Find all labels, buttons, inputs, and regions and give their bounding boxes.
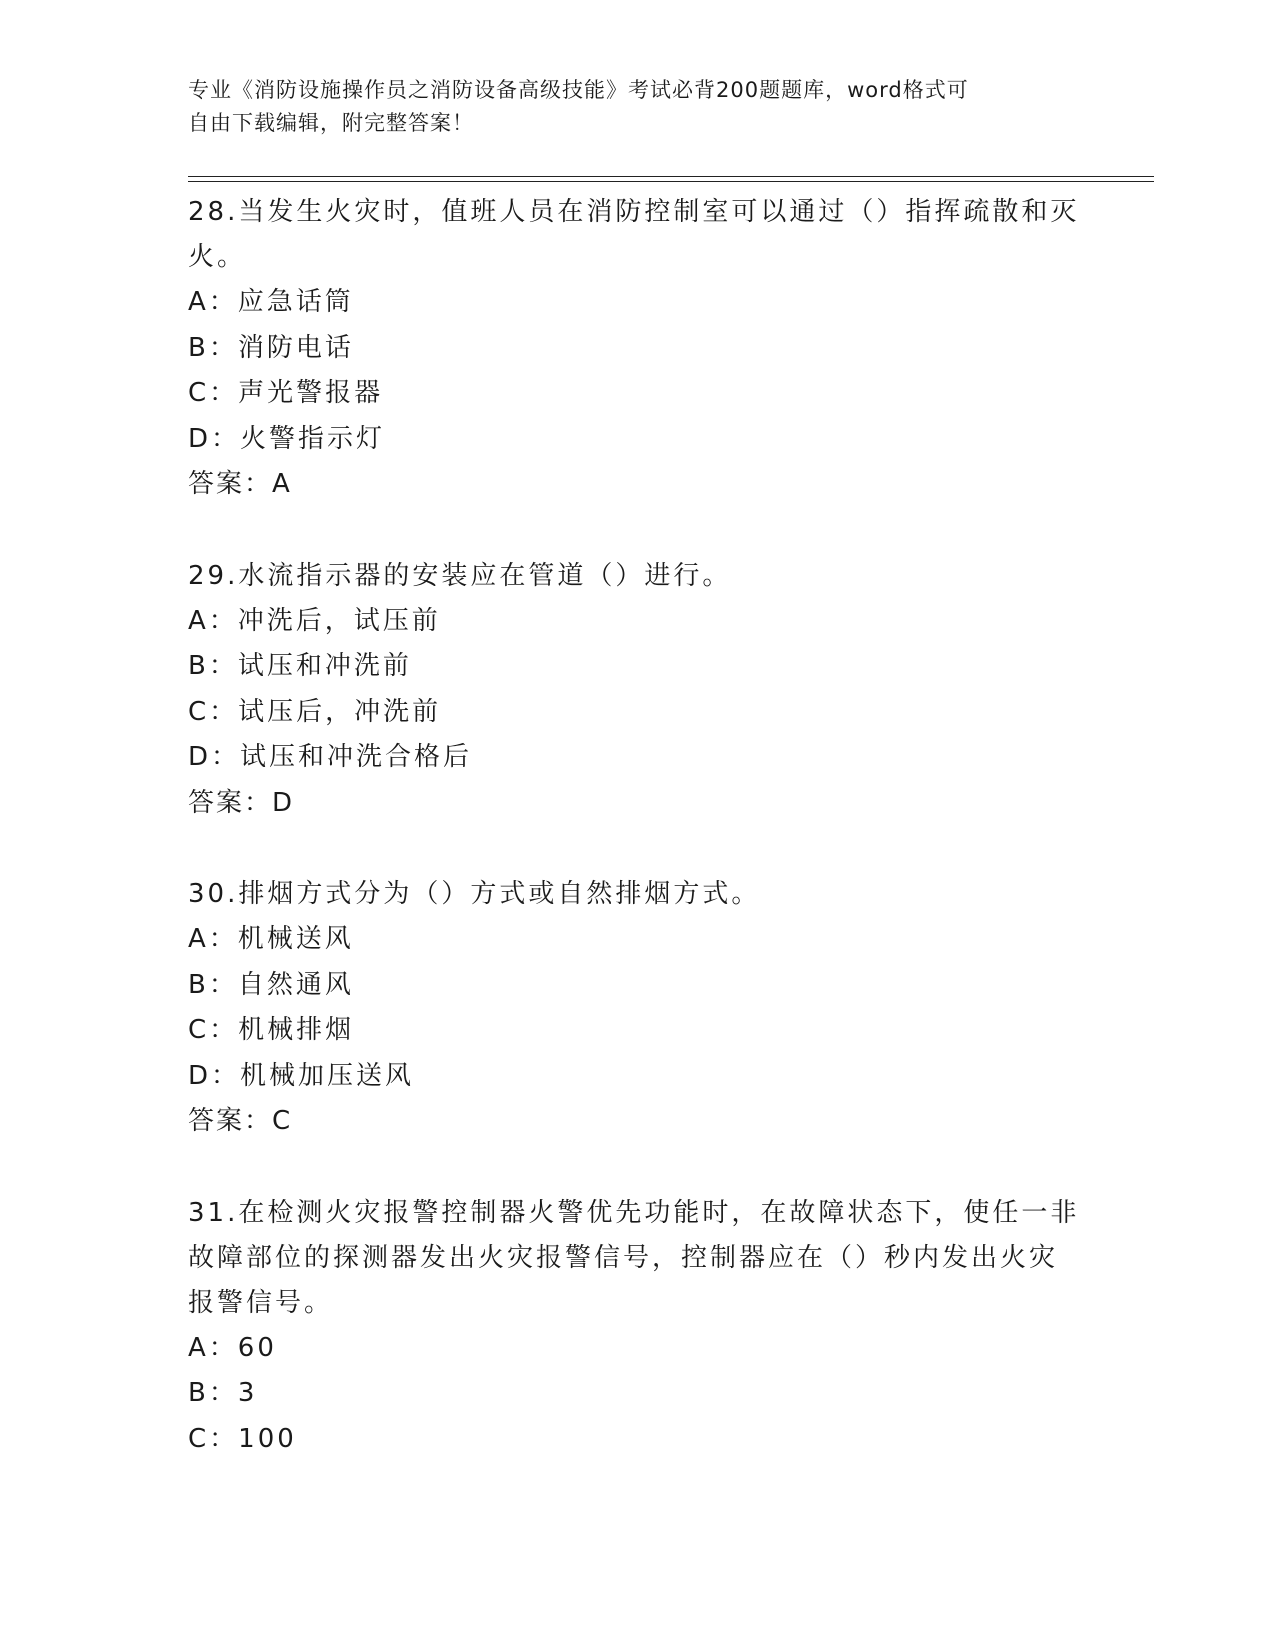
option-a: A：机械送风	[188, 924, 354, 954]
answer: 答案：A	[188, 469, 292, 499]
option-d: D：机械加压送风	[188, 1060, 415, 1091]
question-text-line: 火。	[188, 242, 247, 272]
question-text-line: 29.水流指示器的安装应在管道（）进行。	[188, 560, 732, 591]
question-list	[188, 190, 1088, 1462]
option-d: D：火警指示灯	[188, 423, 386, 454]
option-a: A：冲洗后，试压前	[188, 605, 441, 636]
option-a: A：应急话筒	[188, 287, 354, 317]
question-text-line: 30.排烟方式分为（）方式或自然排烟方式。	[188, 879, 761, 909]
option-a: A：60	[188, 1332, 277, 1363]
option-c: C：声光警报器	[188, 378, 384, 408]
header-divider-bottom	[188, 181, 1154, 182]
question-text-line: 31.在检测火灾报警控制器火警优先功能时，在故障状态下，使任一非	[188, 1197, 1080, 1228]
question-text-line: 28.当发生火灾时，值班人员在消防控制室可以通过（）指挥疏散和灭	[188, 197, 1080, 227]
header-line-2: 自由下载编辑，附完整答案！	[188, 111, 474, 135]
answer: 答案：C	[188, 1106, 293, 1136]
question-29	[188, 554, 1088, 827]
question-text-line: 故障部位的探测器发出火灾报警信号，控制器应在（）秒内发出火灾	[188, 1242, 1059, 1273]
question-30	[188, 872, 1088, 1145]
option-b: B：自然通风	[188, 969, 354, 1000]
option-b: B：3	[188, 1378, 258, 1408]
option-c: C：试压后，冲洗前	[188, 696, 442, 727]
header-line-1: 专业《消防设施操作员之消防设备高级技能》考试必背200题题库，word格式可	[188, 78, 969, 102]
answer: 答案：D	[188, 787, 295, 818]
document-header	[188, 74, 1068, 140]
option-b: B：消防电话	[188, 332, 354, 363]
question-28	[188, 190, 1088, 508]
question-text-line: 报警信号。	[188, 1287, 334, 1318]
question-31	[188, 1191, 1088, 1463]
option-c: C：机械排烟	[188, 1015, 355, 1045]
option-c: C：100	[188, 1423, 297, 1454]
header-divider-top	[188, 176, 1154, 177]
option-b: B：试压和冲洗前	[188, 651, 412, 681]
option-d: D：试压和冲洗合格后	[188, 742, 473, 772]
